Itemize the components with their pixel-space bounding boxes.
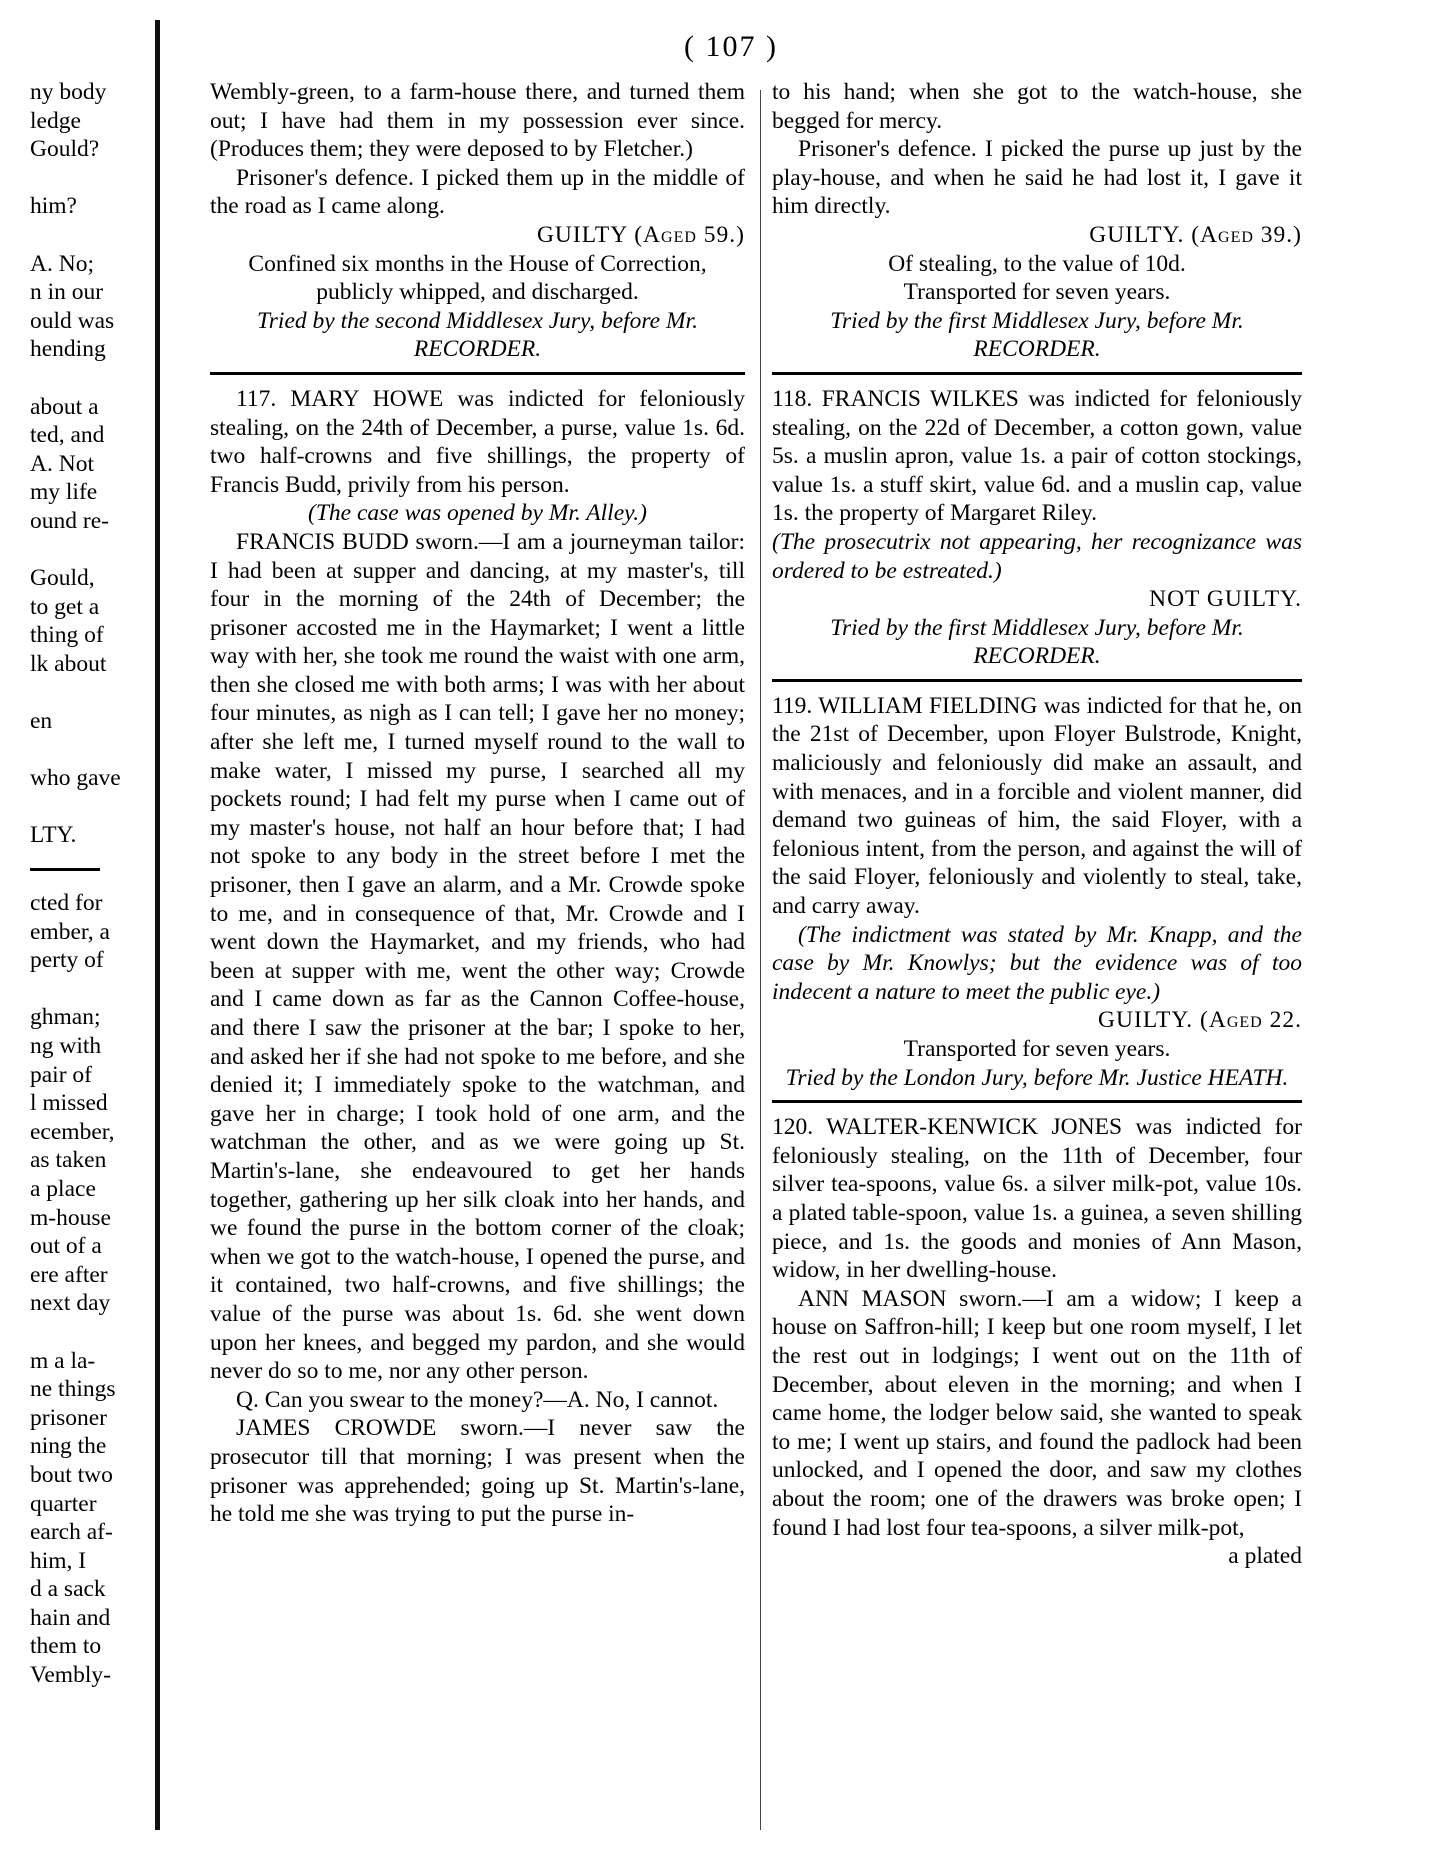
fragment-line: perty of — [30, 947, 104, 974]
fragment-line: Gould, — [30, 565, 95, 592]
right-column — [772, 78, 1302, 1571]
fragment-line: him, I — [30, 1547, 87, 1574]
fragment-line: LTY. — [30, 822, 77, 849]
section-rule — [772, 372, 1302, 375]
fragment-line: who gave — [30, 765, 121, 792]
fragment-rule — [30, 868, 100, 871]
fragment-line: out of a — [30, 1233, 102, 1260]
fragment-line: ould was — [30, 307, 115, 334]
fragment-line — [30, 536, 120, 565]
paragraph: (The indictment was stated by Mr. Knapp, and the case by Mr. Knowlys; but the evidence was of too indecent a nature to meet the public eye.) — [772, 921, 1302, 1005]
fragment-line — [30, 364, 120, 393]
paragraph: Q. Can you swear to the money?—A. No, I cannot. — [236, 1386, 719, 1413]
fragment-line: next day — [30, 1290, 111, 1317]
paragraph: (The prosecutrix not appearing, her recognizance was ordered to be estreated.) — [772, 528, 1302, 584]
fragment-line — [30, 1318, 120, 1347]
fragment-line: them to — [30, 1633, 102, 1660]
fragment-line: quarter — [30, 1490, 97, 1517]
column-divider — [760, 90, 761, 1830]
left-column — [210, 78, 745, 1529]
fragment-line: my life — [30, 479, 98, 506]
fragment-line: A. No; — [30, 250, 94, 277]
section-rule — [210, 372, 745, 375]
paragraph: Tried by the second Middlesex Jury, before Mr. RECORDER. — [257, 307, 698, 363]
fragment-line: ted, and — [30, 422, 105, 449]
fragment-line — [30, 975, 120, 1004]
fragment-line: en — [30, 708, 53, 735]
fragment-line — [30, 678, 120, 707]
fragment-line: A. Not — [30, 450, 94, 477]
fragment-line: a place — [30, 1175, 96, 1202]
paragraph: Prisoner's defence. I picked the purse up just by the play-house, and when he said he had lost it, I gave it him directly. — [772, 136, 1302, 220]
section-rule — [772, 679, 1302, 682]
fragment-line: bout two — [30, 1461, 113, 1488]
paragraph: to his hand; when she got to the watch-house, she begged for mercy. — [772, 79, 1302, 134]
fragment-line: pair of — [30, 1061, 92, 1088]
page-binding-edge — [155, 20, 160, 1830]
fragment-line: prisoner — [30, 1404, 108, 1431]
paragraph: GUILTY (Aged 59.) — [536, 221, 745, 248]
fragment-line: ng with — [30, 1033, 102, 1059]
page-number: ( 107 ) — [684, 30, 778, 63]
fragment-line: to get a — [30, 593, 100, 620]
paragraph: 120. WALTER-KENWICK JONES was indicted for feloniously stealing, on the 11th of December, four silver tea-spoons, value 6s. a silver milk-pot, value 10s. a plated table-spoon, value 1s. a guinea, a seven shilling piece, and 1s. the goods and monies of Ann Mason, widow, in her dwelling-house. — [772, 1114, 1302, 1284]
paragraph: Tried by the first Middlesex Jury, before Mr. RECORDER. — [830, 614, 1244, 670]
paragraph: ANN MASON sworn.—I am a widow; I keep a house on Saffron-hill; I keep but one room myself, I let the rest out in lodgings; I went out on the 11th of December, about eleven in the morning; and when I came home, the lodger below said, she wanted to speak to me; I went up stairs, and found the padlock had been unlocked, and I opened the door, and saw my clothes about the room; one of the drawers was broke open; I found I had lost four tea-spoons, a silver milk-pot, — [772, 1285, 1302, 1541]
fragment-line: cted for — [30, 890, 103, 917]
paragraph: FRANCIS BUDD sworn.—I am a journeyman tailor: I had been at supper and dancing, at my master's, till four in the morning of the 24th of December; the prisoner accosted me in the Haymarket; I went a little way with her, she took me round the waist with one arm, then she closed me with both arms; I was with her about four minutes, as nigh as I can tell; I gave her no money; after she left me, I turned myself round to the wall to make water, I missed my purse, I searched all my pockets round; I had felt my purse when I came out of my master's house, not half an hour before that; I had not spoke to any body in the street before I met the prisoner, then I gave an alarm, and a Mr. Crowde spoke to me, and in consequence of that, Mr. Crowde and I went down the Haymarket, and my friends, who had been at supper with me, went the other way; Crowde and I came down as far as the Cannon Coffee-house, and there I saw the prisoner at the bar; I spoke to her, and asked her if she had not spoke to me before, and she denied it; I immediately spoke to the watchman, and gave her in charge; I took hold of one arm, and the watchman the other, and as we were going up St. Martin's-lane, she endeavoured to get her hands together, gathering up her silk cloak into her hands, and we found the purse in the bottom corner of the cloak; when we got to the watch-house, I opened the purse, and it contained, two half-crowns, and five shillings; the value of the purse was about 1s. 6d. she went down upon her knees, and begged my pardon, and she would never do so to me, nor any other person. — [210, 528, 745, 1385]
fragment-line — [30, 736, 120, 765]
fragment-line: d a sack — [30, 1576, 106, 1603]
fragment-line: ember, a — [30, 918, 110, 945]
paragraph: GUILTY. (Aged 22. — [1098, 1007, 1302, 1034]
paragraph: Transported for seven years. — [903, 279, 1171, 306]
paragraph: (The case was opened by Mr. Alley.) — [308, 500, 647, 527]
paragraph: Tried by the first Middlesex Jury, before Mr. RECORDER. — [830, 307, 1244, 363]
fragment-line — [30, 793, 120, 822]
paragraph: Transported for seven years. — [903, 1036, 1171, 1062]
fragment-line: Gould? — [30, 136, 100, 163]
fragment-line: ny body — [30, 79, 107, 105]
fragment-line: earch af- — [30, 1519, 113, 1546]
fragment-line: ound re- — [30, 507, 109, 534]
fragment-line — [30, 164, 120, 193]
paragraph: Of stealing, to the value of 10d. — [888, 250, 1186, 277]
paragraph: GUILTY. (Aged 39.) — [1089, 221, 1302, 248]
section-rule — [772, 1100, 1302, 1103]
fragment-line: him? — [30, 193, 77, 220]
fragment-line: thing of — [30, 622, 104, 649]
fragment-line: hain and — [30, 1604, 111, 1631]
fragment-line: n in our — [30, 279, 104, 306]
paragraph: JAMES CROWDE sworn.—I never saw the prosecutor till that morning; I was present when the prisoner was apprehended; going up St. Martin's-lane, he told me she was trying to put the purse in- — [210, 1415, 745, 1528]
fragment-line: hending — [30, 336, 106, 363]
fragment-line: m a la- — [30, 1347, 96, 1374]
paragraph: Confined six months in the House of Correction, publicly whipped, and discharged. — [248, 250, 707, 306]
previous-page-fragment — [30, 78, 120, 1690]
fragment-line — [30, 221, 120, 250]
paragraph: 117. MARY HOWE was indicted for feloniously stealing, on the 24th of December, a purse, value 1s. 6d. two half-crowns and five shillings, the property of Francis Budd, privily from his person. — [210, 385, 745, 498]
fragment-line: lk about — [30, 650, 107, 677]
fragment-line: ere after — [30, 1261, 108, 1288]
fragment-line: ghman; — [30, 1004, 101, 1031]
fragment-line: ledge — [30, 107, 81, 134]
fragment-line: as taken — [30, 1147, 107, 1174]
paragraph: NOT GUILTY. — [1149, 586, 1302, 613]
paragraph: 118. FRANCIS WILKES was indicted for feloniously stealing, on the 22d of December, a cotton gown, value 5s. a muslin apron, value 1s. a pair of cotton stockings, value 1s. a stuff skirt, value 6d. and a muslin cap, value 1s. the property of Margaret Riley. — [772, 385, 1302, 527]
paragraph: Prisoner's defence. I picked them up in the middle of the road as I came along. — [210, 164, 745, 220]
paragraph: Wembly-green, to a farm-house there, and turned them out; I have had them in my possession ever since. (Produces them; they were deposed to by Fletcher.) — [210, 79, 745, 163]
fragment-line: ne things — [30, 1376, 116, 1403]
fragment-line: l missed — [30, 1090, 108, 1117]
paragraph: Tried by the London Jury, before Mr. Justice HEATH. — [785, 1064, 1289, 1091]
fragment-line: about a — [30, 393, 99, 420]
fragment-line: ecember, — [30, 1118, 115, 1145]
fragment-line: Vembly- — [30, 1662, 111, 1689]
fragment-line: m-house — [30, 1204, 111, 1231]
paragraph: 119. WILLIAM FIELDING was indicted for that he, on the 21st of December, upon Floyer Bulstrode, Knight, maliciously and feloniously did make an assault, and with menaces, and in a forcible and violent manner, did demand two guineas of him, the said Floyer, with a felonious intent, from the person, and against the will of the said Floyer, feloniously and violently to steal, take, and carry away. — [772, 692, 1302, 920]
fragment-line: ning the — [30, 1433, 107, 1460]
paragraph: a plated — [1228, 1543, 1302, 1570]
